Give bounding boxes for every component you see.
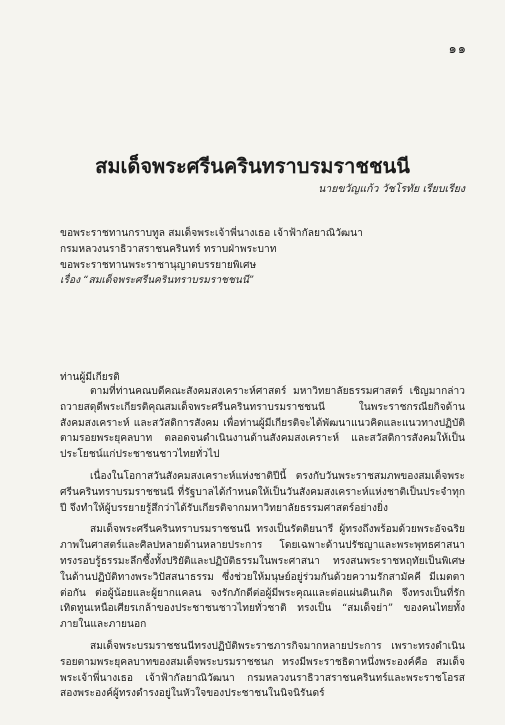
paragraph: เนื่องในโอกาสวันสังคมสงเคราะห์แห่งชาติปีนี้ ตรงกับวันพระราชสมภพของสมเด็จพระศรีนครินทราบรมราชชนนี ที่รัฐบาลได้กำหนดให้เป็นวันสังคมสงเคราะห์แห่งชาติเป็นประจำทุกปี จึงทำให้ผู้บรรยายรู้สึกว่าได้รับเกียรติจากมหาวิทยาลัยธรรมศาสตร์อย่างยิ่ง: [60, 470, 465, 514]
paragraph: ตามที่ท่านคณบดีคณะสังคมสงเคราะห์ศาสตร์ มหาวิทยาลัยธรรมศาสตร์ เชิญมากล่าวถวายสดุดีพระเกียรติคุณสมเด็จพระศรีนครินทราบรมราชชนนี ในพระราชกรณียกิจด้านสังคมสงเคราะห์ และสวัสดิการสังคม เพื่อท่านผู้มีเกียรติจะได้พัฒนาแนวคิดและแนวทางปฏิบัติตามรอยพระยุคลบาท ตลอดจนดำเนินงานด้านสังคมสงเคราะห์ และสวัสดิการสังคมให้เป็นประโยชน์แก่ประชาชนชาวไทยทั่วไป: [60, 386, 465, 461]
author-line: นายขวัญแก้ว วัชโรทัย เรียบเรียง: [318, 183, 465, 195]
address-block: [60, 226, 465, 289]
address-line: ขอพระราชทานกราบทูล สมเด็จพระเจ้าพี่นางเธอ เจ้าฟ้ากัลยาณิวัฒนา: [60, 228, 363, 239]
paragraph: สมเด็จพระบรมราชชนนีทรงปฏิบัติพระราชภารกิจมากหลายประการ เพราะทรงดำเนินรอยตามพระยุคลบาทของสมเด็จพระบรมราชชนก ทรงมีพระราชธิดาหนึ่งพระองค์คือ สมเด็จพระเจ้าพี่นางเธอ เจ้าฟ้ากัลยาณิวัฒนา กรมหลวงนราธิวาสราชนครินทร์และพระราชโอรสสองพระองค์ผู้ทรงดำรงอยู่ในหัวใจของประชาชนในนิจนิรันดร์: [60, 640, 465, 700]
address-line: กรมหลวงนราธิวาสราชนครินทร์ ทราบฝ่าพระบาท: [60, 243, 277, 255]
page-title: สมเด็จพระศรีนครินทราบรมราชชนนี: [95, 154, 410, 178]
salutation: ท่านผู้มีเกียรติ: [60, 372, 120, 383]
subject-line: เรื่อง “สมเด็จพระศรีนครินทราบรมราชชนนี”: [60, 275, 255, 287]
body-text: [60, 384, 465, 708]
address-line: ขอพระราชทานพระราชานุญาตบรรยายพิเศษ: [60, 259, 257, 271]
paragraph: สมเด็จพระศรีนครินทราบรมราชชนนี ทรงเป็นรัตติยนารี ผู้ทรงถึงพร้อมด้วยพระอัจฉริยภาพในศาสตร์และศิลปหลายด้านหลายประการ โดยเฉพาะด้านปรัชญาและพระพุทธศาสนา ทรงรอบรู้ธรรมะลึกซึ้งทั้งปริยัติและปฏิบัติธรรมในพระศาสนา ทรงสนพระราชหฤทัยเป็นพิเศษในด้านปฏิบัติทางพระวิปัสสนาธรรม ซึ่งช่วยให้มนุษย์อยู่ร่วมกันด้วยความรักสามัคคี มีเมตตาต่อกัน ต่อผู้น้อยและผู้ยากแคลน จงรักภักดีต่อผู้มีพระคุณและต่อแผ่นดินเกิด จึงทรงเป็นที่รักเทิดทูนเหนือเศียรเกล้าของประชาชนชาวไทยทั่วชาติ ทรงเป็น “สมเด็จย่า” ของคนไทยทั้งภายในและภายนอก: [60, 524, 465, 631]
page-number: ๑๑: [448, 42, 467, 57]
